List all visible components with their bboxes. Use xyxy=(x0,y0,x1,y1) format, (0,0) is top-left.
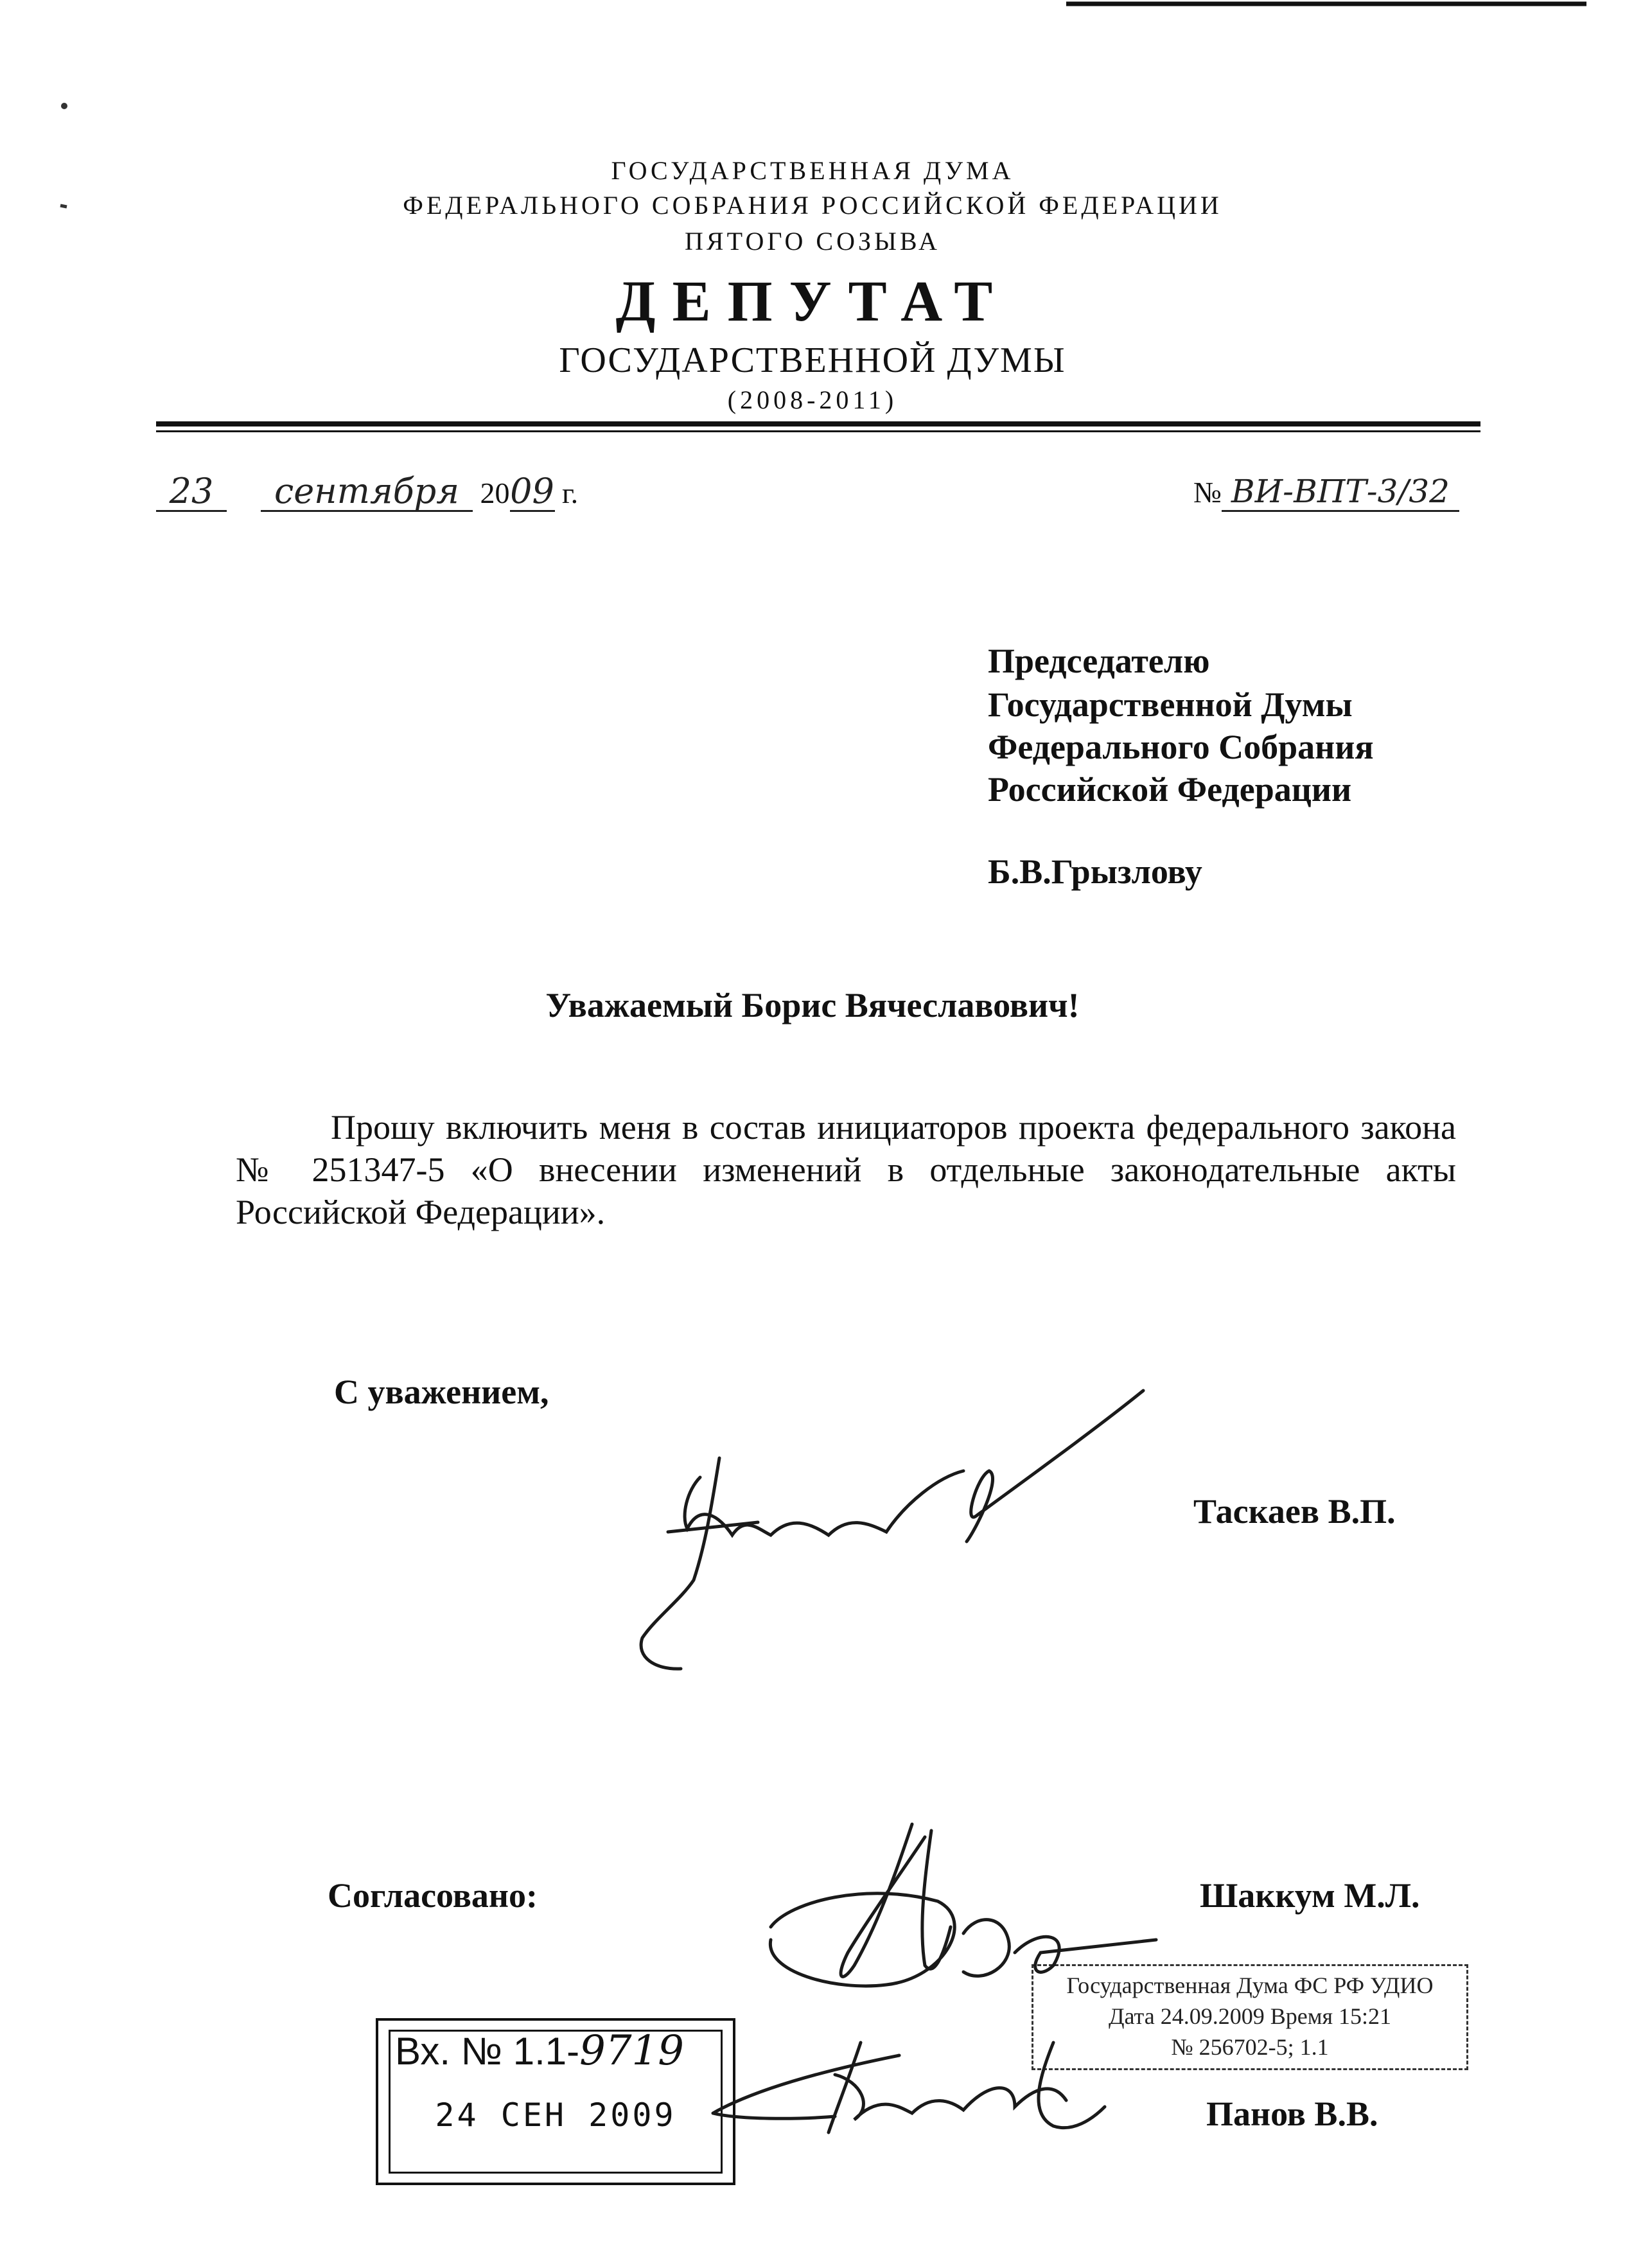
closing: С уважением, xyxy=(334,1373,549,1411)
addressee-line-3: Федерального Собрания xyxy=(988,728,1374,766)
greeting: Уважаемый Борис Вячеславович! xyxy=(545,986,1080,1024)
number-value: ВИ-ВПТ-3/32 xyxy=(1222,473,1459,512)
registration-stamp-line-2: Дата 24.09.2009 Время 15:21 xyxy=(1108,2003,1392,2029)
incoming-stamp-number-hand: 9719 xyxy=(579,2027,684,2075)
approval-label: Согласовано: xyxy=(328,1876,538,1915)
date-year-prefix: 20 xyxy=(480,477,510,509)
addressee-name: Б.В.Грызлову xyxy=(988,852,1202,891)
addressee-line-2: Государственной Думы xyxy=(988,685,1353,724)
incoming-stamp-number-prefix: Вх. № 1.1- xyxy=(395,2030,580,2073)
signatory-name: Таскаев В.П. xyxy=(1193,1492,1396,1531)
approval-person-1: Шаккум М.Л. xyxy=(1200,1876,1420,1915)
date-line xyxy=(156,473,578,513)
date-g: г. xyxy=(562,477,579,509)
letterhead-subtitle: ГОСУДАРСТВЕННОЙ ДУМЫ xyxy=(559,340,1066,380)
body-paragraph: Прошу включить меня в состав инициаторов проекта федерального закона № 251347-5 «О внесении изменений в отдельные законодательные акты Российской Федерации». xyxy=(236,1108,1456,1231)
incoming-stamp xyxy=(376,2018,735,2185)
letter-body xyxy=(236,1106,1456,1233)
addressee-line-4: Российской Федерации xyxy=(988,770,1352,809)
date-month: сентября xyxy=(261,473,473,512)
incoming-stamp-number xyxy=(395,2027,684,2075)
registration-stamp-line-1: Государственная Дума ФС РФ УДИО xyxy=(1066,1973,1434,1998)
registration-stamp-line-3: № 256702-5; 1.1 xyxy=(1171,2034,1329,2060)
signature-shakkum xyxy=(770,1824,1156,1986)
letterhead-years: (2008-2011) xyxy=(727,385,898,414)
letterhead-rule-thick xyxy=(156,421,1480,426)
addressee-line-1: Председателю xyxy=(988,642,1210,680)
incoming-stamp-date: 24 СЕН 2009 xyxy=(435,2097,676,2134)
outgoing-number xyxy=(1193,473,1459,512)
date-year-suffix: 09 xyxy=(510,471,554,511)
letterhead-line-duma: ГОСУДАРСТВЕННАЯ ДУМА xyxy=(611,156,1014,185)
date-day: 23 xyxy=(156,473,227,512)
signature-taskaev xyxy=(641,1391,1143,1669)
letterhead-line-assembly: ФЕДЕРАЛЬНОГО СОБРАНИЯ РОССИЙСКОЙ ФЕДЕРАЦИИ xyxy=(403,191,1222,220)
letterhead-rule-thin xyxy=(156,430,1480,432)
registration-stamp xyxy=(1032,1964,1468,2070)
letterhead-line-convocation: ПЯТОГО СОЗЫВА xyxy=(685,227,940,256)
letterhead-title: ДЕПУТАТ xyxy=(615,270,1010,333)
number-label: № xyxy=(1193,476,1222,509)
approval-person-2: Панов В.В. xyxy=(1206,2095,1378,2133)
scan-dot-1 xyxy=(61,103,67,109)
